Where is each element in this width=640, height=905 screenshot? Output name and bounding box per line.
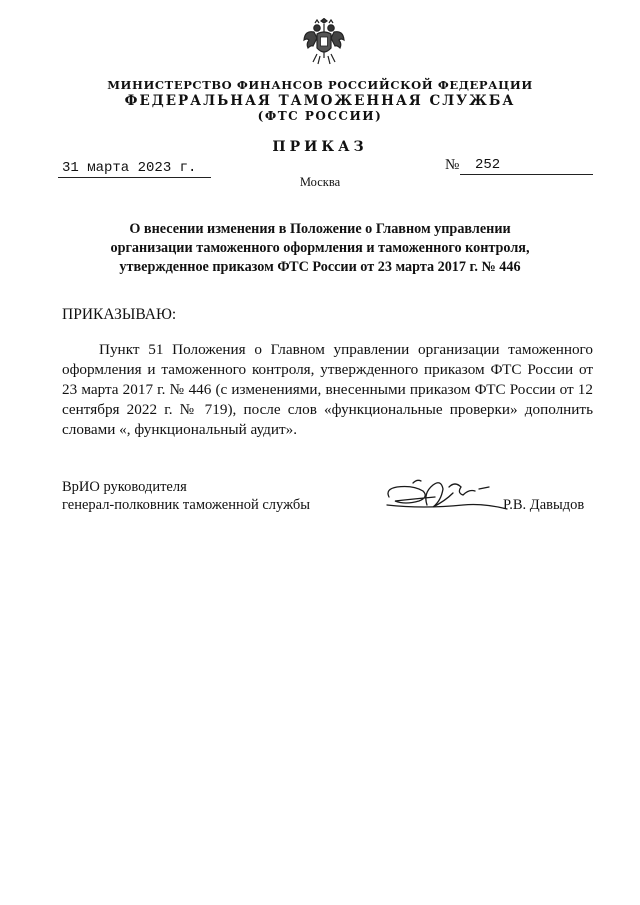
decree-word: ПРИКАЗЫВАЮ: bbox=[62, 306, 177, 323]
order-title: ПРИКАЗ bbox=[272, 139, 368, 155]
order-subject bbox=[90, 220, 550, 277]
coat-of-arms-icon bbox=[303, 18, 345, 66]
order-body: Пункт 51 Положения о Главном управлении организации таможенного оформления и таможенного контроля, утвержденного приказом ФТС России от 23 марта 2017 г. № 446 (с изменениями, внесенными приказом ФТС России от 12 сентября 2022 г. № 719), после слов «функциональные проверки» дополнить словами «, функциональный аудит». bbox=[62, 341, 593, 438]
subject-line: утвержденное приказом ФТС России от 23 марта 2017 г. № 446 bbox=[119, 259, 521, 275]
subject-line: О внесении изменения в Положение о Главном управлении bbox=[129, 221, 511, 237]
signatory-name: Р.В. Давыдов bbox=[503, 497, 585, 513]
order-city: Москва bbox=[299, 175, 341, 189]
service-name: ФЕДЕРАЛЬНАЯ ТАМОЖЕННАЯ СЛУЖБА bbox=[124, 93, 516, 109]
ministry-name: МИНИСТЕРСТВО ФИНАНСОВ РОССИЙСКОЙ ФЕДЕРАЦИИ bbox=[107, 78, 533, 92]
subject-line: организации таможенного оформления и таможенного контроля, bbox=[110, 240, 530, 256]
service-short-name: (ФТС РОССИИ) bbox=[257, 109, 383, 123]
signatory-position-line1: ВрИО руководителя bbox=[62, 479, 187, 495]
order-date: 31 марта 2023 г. bbox=[62, 160, 197, 176]
order-number: 252 bbox=[475, 157, 501, 173]
signatory-position-line2: генерал-полковник таможенной службы bbox=[62, 497, 311, 513]
handwritten-signature bbox=[383, 475, 513, 523]
order-number-sign: № bbox=[445, 157, 460, 173]
